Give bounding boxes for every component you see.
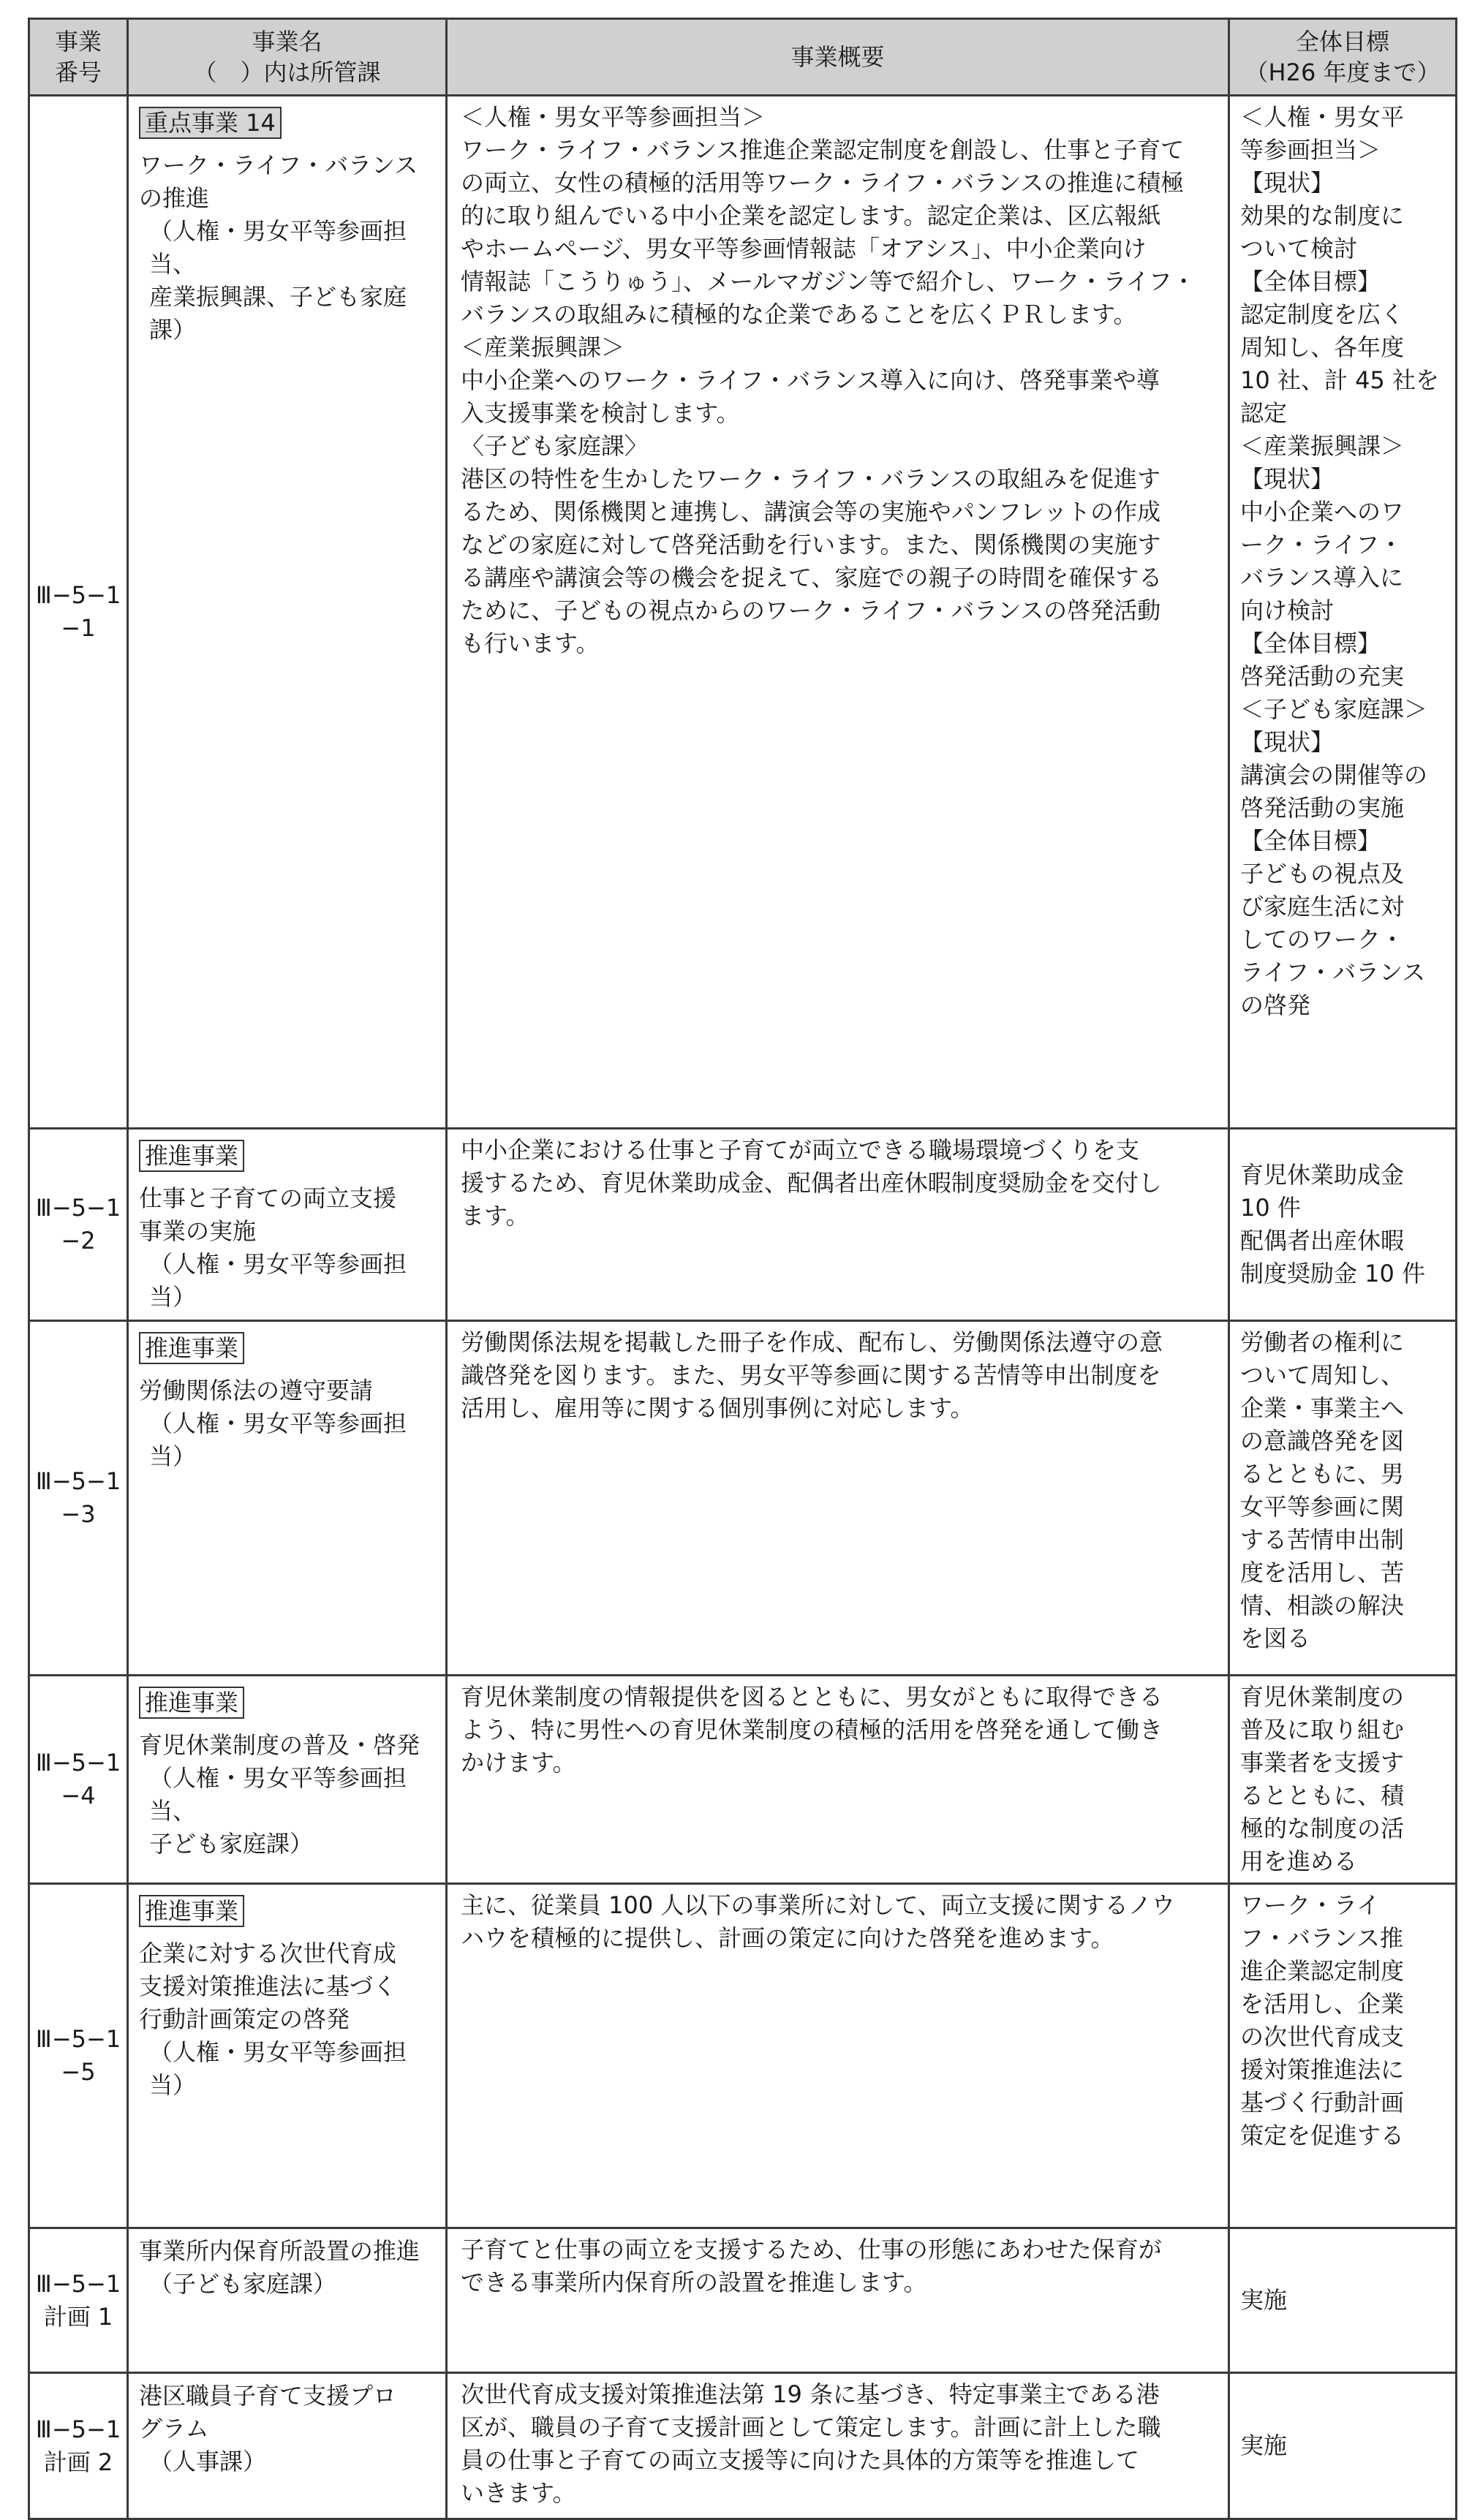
overall-goal-cell: [1229, 1321, 1457, 1676]
summary-line: るため、関係機関と連携し、講演会等の実施やパンフレットの作成: [461, 498, 1161, 526]
header-text: （ ）内は所管課: [193, 58, 381, 86]
table-row: [29, 1129, 1457, 1321]
goal-line: 度を活用し、苦: [1240, 1559, 1405, 1586]
header-text: 事業名: [252, 28, 322, 56]
project-name-text: 行動計画策定の啓発: [139, 2005, 350, 2033]
goal-line: 普及に取り組む: [1240, 1716, 1405, 1744]
project-summary-cell: [447, 1129, 1229, 1321]
project-number-cell: [29, 1884, 128, 2228]
header-text: 事業: [54, 28, 102, 56]
goal-line: ーク・ライフ・: [1240, 531, 1403, 559]
goal-line: 子どもの視点及: [1240, 860, 1405, 888]
goal-line: 企業・事業主へ: [1240, 1394, 1405, 1422]
goal-line: 策定を促進する: [1240, 2122, 1405, 2149]
goal-line: 事業者を支援す: [1240, 1749, 1405, 1777]
goal-line: 実施: [1240, 2286, 1288, 2314]
goal-line: 等参画担当＞: [1240, 136, 1381, 164]
goal-line: ＜人権・男女平: [1240, 103, 1405, 131]
summary-line: 港区の特性を生かしたワーク・ライフ・バランスの取組みを促進す: [461, 465, 1161, 493]
goal-line: ＜産業振興課＞: [1240, 432, 1405, 460]
project-number-text: −2: [61, 1227, 96, 1255]
summary-line: 識啓発を図ります。また、男女平等参画に関する苦情等申出制度を: [461, 1361, 1161, 1389]
project-name-cell: [128, 1676, 447, 1884]
project-name-text: 企業に対する次世代育成: [139, 1940, 397, 1967]
goal-line: 【全体目標】: [1240, 629, 1381, 657]
table-row: [29, 2373, 1457, 2519]
header-project-number: [29, 19, 128, 96]
document-sheet: [28, 18, 1455, 2520]
project-number-cell: [29, 96, 128, 1129]
summary-line: かけます。: [461, 1749, 576, 1777]
project-number-cell: [29, 1321, 128, 1676]
project-number-cell: [29, 2228, 128, 2373]
goal-line: の意識啓発を図: [1240, 1427, 1405, 1455]
goal-line: 啓発活動の実施: [1240, 794, 1405, 822]
department-text: 産業振興課、子ども家庭課）: [149, 283, 407, 344]
project-type-badge: 推進事業: [139, 1687, 244, 1719]
table-row: [29, 1884, 1457, 2228]
department-text: （子ども家庭課）: [149, 2270, 337, 2298]
header-text: 番号: [54, 58, 102, 86]
project-summary-cell: [447, 2228, 1229, 2373]
project-type-badge: 推進事業: [139, 1332, 244, 1364]
goal-line: 【全体目標】: [1240, 827, 1381, 855]
goal-line: 【全体目標】: [1240, 268, 1381, 295]
project-summary-cell: [447, 2373, 1229, 2519]
goal-line: バランス導入に: [1240, 564, 1404, 591]
goal-line: の啓発: [1240, 991, 1311, 1019]
goal-line: 女平等参画に関: [1240, 1493, 1405, 1521]
goal-line: るとともに、積: [1240, 1782, 1405, 1809]
goal-line: 周知し、各年度: [1240, 333, 1405, 361]
goal-line: 講演会の開催等の: [1240, 761, 1428, 789]
goal-line: るとともに、男: [1240, 1460, 1405, 1488]
goal-line: 中小企業へのワ: [1240, 498, 1405, 526]
project-summary-cell: [447, 96, 1229, 1129]
goal-line: 育児休業助成金: [1240, 1161, 1405, 1189]
project-name-text: 支援対策推進法に基づく: [139, 1972, 397, 2000]
project-name-text: 事業所内保育所設置の推進: [139, 2237, 420, 2265]
summary-line: 中小企業における仕事と子育てが両立できる職場環境づくりを支: [461, 1136, 1140, 1164]
project-name-cell: [128, 1129, 447, 1321]
overall-goal-cell: [1229, 96, 1457, 1129]
project-number-text: Ⅲ−5−1: [35, 1194, 121, 1222]
department-text: （人権・男女平等参画担当）: [149, 1250, 407, 1311]
summary-line: やホームページ、男女平等参画情報誌「オアシス」、中小企業向け: [461, 235, 1147, 262]
goal-line: 効果的な制度に: [1240, 202, 1405, 230]
goal-line: 認定: [1240, 399, 1288, 427]
summary-line: 次世代育成支援対策推進法第 19 条に基づき、特定事業主である港: [461, 2380, 1160, 2408]
summary-line: の両立、女性の積極的活用等ワーク・ライフ・バランスの推進に積極: [461, 169, 1185, 197]
goal-line: 制度奨励金 10 件: [1240, 1260, 1426, 1287]
goal-line: 極的な制度の活: [1240, 1815, 1405, 1842]
header-overall-goal: [1229, 19, 1457, 96]
goal-line: フ・バランス推: [1240, 1924, 1404, 1952]
project-name-text: 労働関係法の遵守要請: [139, 1377, 374, 1404]
header-text: （H26 年度まで）: [1245, 58, 1441, 86]
goal-line: 【現状】: [1240, 728, 1335, 756]
table-row: [29, 2228, 1457, 2373]
project-type-badge: 重点事業 14: [139, 107, 282, 139]
goal-line: ついて周知し、: [1240, 1361, 1405, 1389]
department-text: （人権・男女平等参画担当、: [149, 217, 407, 278]
summary-line: ＜産業振興課＞: [461, 333, 625, 361]
goal-line: 実施: [1240, 2432, 1288, 2459]
summary-line: 〈子ども家庭課〉: [461, 432, 649, 460]
project-summary-cell: [447, 1884, 1229, 2228]
project-name-cell: [128, 1321, 447, 1676]
goal-line: ＜子ども家庭課＞: [1240, 695, 1428, 723]
project-number-text: Ⅲ−5−1: [35, 2269, 121, 2298]
goal-line: 用を進める: [1240, 1847, 1358, 1875]
summary-line: 活用し、雇用等に関する個別事例に対応します。: [461, 1394, 974, 1422]
goal-line: 【現状】: [1240, 465, 1335, 493]
project-number-text: Ⅲ−5−1: [35, 581, 121, 609]
summary-line: いきます。: [461, 2479, 576, 2507]
summary-line: ために、子どもの視点からのワーク・ライフ・バランスの啓発活動: [461, 597, 1161, 624]
summary-line: などの家庭に対して啓発活動を行います。また、関係機関の実施す: [461, 531, 1161, 559]
project-type-badge: 推進事業: [139, 1140, 244, 1172]
overall-goal-cell: [1229, 1676, 1457, 1884]
goal-line: ついて検討: [1240, 235, 1358, 262]
header-project-name: [128, 19, 447, 96]
goal-line: 配偶者出産休暇: [1240, 1227, 1405, 1255]
header-text: 全体目標: [1295, 28, 1389, 56]
overall-goal-cell: [1229, 1884, 1457, 2228]
project-name-text: 港区職員子育て支援プロ: [139, 2382, 397, 2410]
summary-line: ＜人権・男女平等参画担当＞: [461, 103, 766, 131]
project-name-cell: [128, 1884, 447, 2228]
summary-line: よう、特に男性への育児休業制度の積極的活用を啓発を通して働き: [461, 1716, 1163, 1744]
goal-line: 情、相談の解決: [1240, 1592, 1405, 1619]
header-text: 事業概要: [790, 43, 885, 71]
project-number-text: 計画 2: [43, 2448, 113, 2476]
summary-line: 子育てと仕事の両立を支援するため、仕事の形態にあわせた保育が: [461, 2236, 1162, 2263]
project-name-text: 仕事と子育ての両立支援: [139, 1184, 397, 1212]
summary-line: 育児休業制度の情報提供を図るとともに、男女がともに取得できる: [461, 1683, 1163, 1711]
goal-line: 向け検討: [1240, 597, 1335, 624]
department-text: （人権・男女平等参画担当、: [149, 1764, 407, 1825]
department-text: （人権・男女平等参画担当）: [149, 1410, 407, 1470]
summary-line: る講座や講演会等の機会を捉えて、家庭での親子の時間を確保する: [461, 564, 1163, 591]
department-text: （人事課）: [149, 2448, 267, 2475]
department-text: （人権・男女平等参画担当）: [149, 2038, 407, 2099]
project-name-cell: [128, 2373, 447, 2519]
project-number-cell: [29, 1676, 128, 1884]
goal-line: 【現状】: [1240, 169, 1335, 197]
summary-line: 中小企業へのワーク・ライフ・バランス導入に向け、啓発事業や導: [461, 366, 1160, 394]
summary-line: 的に取り組んでいる中小企業を認定します。認定企業は、区広報紙: [461, 202, 1161, 230]
project-name-cell: [128, 2228, 447, 2373]
project-number-text: Ⅲ−5−1: [35, 2025, 121, 2053]
goal-line: ライフ・バランス: [1240, 958, 1426, 986]
table-row: [29, 1676, 1457, 1884]
goal-line: 育児休業制度の: [1240, 1683, 1405, 1711]
goal-line: 認定制度を広く: [1240, 300, 1405, 328]
summary-line: 情報誌「こうりゅう」、メールマガジン等で紹介し、ワーク・ライフ・: [461, 268, 1196, 295]
project-name-text: グラム: [139, 2415, 209, 2443]
goal-line: 10 件: [1240, 1194, 1301, 1222]
overall-goal-cell: [1229, 1129, 1457, 1321]
project-number-text: −1: [61, 614, 96, 642]
goal-line: を活用し、企業: [1240, 1990, 1405, 2018]
table-row: [29, 1321, 1457, 1676]
table-body: [29, 96, 1457, 2519]
project-name-text: の推進: [139, 184, 210, 212]
goal-line: び家庭生活に対: [1240, 893, 1405, 920]
summary-line: 入支援事業を検討します。: [461, 399, 740, 427]
summary-line: ワーク・ライフ・バランス推進企業認定制度を創設し、仕事と子育て: [461, 136, 1185, 164]
summary-line: 員の仕事と子育ての両立支援等に向けた具体的方策等を推進して: [461, 2446, 1140, 2474]
summary-line: ます。: [461, 1202, 529, 1230]
project-number-text: 計画 1: [43, 2302, 113, 2331]
project-number-text: Ⅲ−5−1: [35, 1467, 121, 1495]
summary-line: バランスの取組みに積極的な企業であることを広くＰＲします。: [461, 300, 1137, 328]
summary-line: 主に、従業員 100 人以下の事業所に対して、両立支援に関するノウ: [461, 1891, 1175, 1919]
goal-line: する苦情申出制: [1240, 1526, 1405, 1554]
project-name-text: ワーク・ライフ・バランス: [139, 151, 418, 179]
goal-line: してのワーク・: [1240, 926, 1405, 953]
goal-line: を図る: [1240, 1624, 1311, 1652]
summary-line: 援するため、育児休業助成金、配偶者出産休暇制度奨励金を交付し: [461, 1169, 1162, 1197]
overall-goal-cell: [1229, 2228, 1457, 2373]
header-project-summary: [447, 19, 1229, 96]
project-number-cell: [29, 2373, 128, 2519]
goal-line: 労働者の権利に: [1240, 1328, 1405, 1356]
table-row: [29, 96, 1457, 1129]
project-number-text: Ⅲ−5−1: [35, 1749, 121, 1777]
goal-line: 進企業認定制度: [1240, 1957, 1405, 1985]
table-header-row: [29, 19, 1457, 96]
summary-line: 区が、職員の子育て支援計画として策定します。計画に計上した職: [461, 2413, 1161, 2441]
project-number-text: −5: [61, 2058, 96, 2086]
project-name-cell: [128, 96, 447, 1129]
project-summary-cell: [447, 1321, 1229, 1676]
department-text: 子ども家庭課）: [149, 1830, 314, 1858]
goal-line: 10 社、計 45 社を: [1240, 366, 1439, 394]
goal-line: 啓発活動の充実: [1240, 662, 1405, 690]
project-name-text: 育児休業制度の普及・啓発: [139, 1731, 420, 1759]
goal-line: ワーク・ライ: [1240, 1891, 1381, 1919]
summary-line: できる事業所内保育所の設置を推進します。: [461, 2269, 927, 2296]
project-number-text: −4: [61, 1782, 96, 1809]
project-number-text: Ⅲ−5−1: [35, 2415, 121, 2443]
project-name-text: 事業の実施: [139, 1217, 257, 1245]
summary-line: も行います。: [461, 629, 600, 657]
summary-line: ハウを積極的に提供し、計画の策定に向けた啓発を進めます。: [461, 1924, 1114, 1952]
project-summary-cell: [447, 1676, 1229, 1884]
summary-line: 労働関係法規を掲載した冊子を作成、配布し、労働関係法遵守の意: [461, 1328, 1163, 1356]
project-type-badge: 推進事業: [139, 1895, 244, 1927]
goal-line: 基づく行動計画: [1240, 2089, 1405, 2116]
project-table: [28, 18, 1457, 2520]
overall-goal-cell: [1229, 2373, 1457, 2519]
project-number-text: −3: [61, 1500, 96, 1528]
goal-line: の次世代育成支: [1240, 2023, 1405, 2051]
project-number-cell: [29, 1129, 128, 1321]
goal-line: 援対策推進法に: [1240, 2056, 1405, 2084]
